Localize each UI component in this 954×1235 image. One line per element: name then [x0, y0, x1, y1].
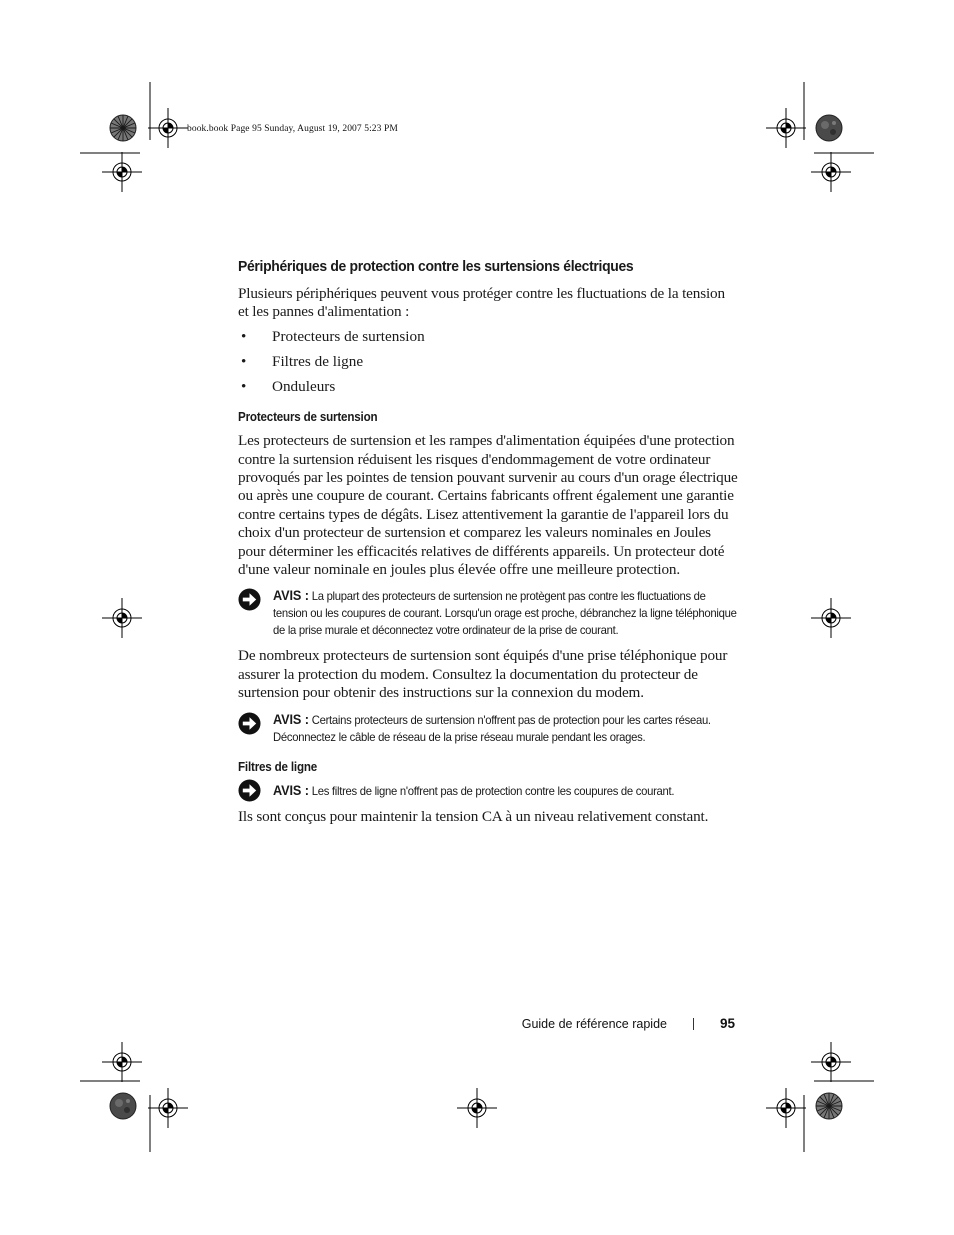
color-target-icon	[816, 1093, 842, 1119]
print-header: book.book Page 95 Sunday, August 19, 2007 5:23 PM	[187, 124, 398, 134]
list-item: • Filtres de ligne	[241, 352, 364, 370]
device-list	[238, 328, 738, 396]
notice-label: AVIS :	[273, 711, 309, 727]
registration-mark-icon	[148, 108, 188, 148]
surge-paragraph: Les protecteurs de surtension et les rampes d'alimentation équipées d'une protection contre la surtension réduisent les risques d'endommagement de votre ordinateur provoqués par les pointes de tension pouvant survenir au cours d'un orage électrique ou après une coupure de courant. Certains fabricants offrent également une garantie contre certains types de dégâts. Lisez attentivement la garantie de l'appareil lors du choix d'un protecteur de surtension et comparez les valeurs nominales en Joules pour déterminer les efficacités relatives de différents appareils. Un protecteur doté d'une valeur nominale en joules plus élevée offre une meilleure protection.	[238, 432, 738, 579]
notice	[238, 711, 738, 746]
registration-mark-icon	[102, 152, 142, 192]
surge-protectors-heading: Protecteurs de surtension	[238, 410, 378, 425]
bullet-icon: •	[241, 377, 247, 395]
registration-mark-icon	[102, 1042, 142, 1082]
notice-text: AVIS : Les filtres de ligne n'offrent pas de protection contre les coupures de courant.	[273, 782, 675, 798]
registration-mark-icon	[102, 598, 142, 638]
guide-title: Guide de référence rapide	[521, 1016, 667, 1031]
notice-arrow-icon	[238, 779, 261, 802]
page-footer	[522, 1016, 735, 1031]
color-target-icon	[110, 1093, 136, 1119]
registration-mark-icon	[766, 108, 806, 148]
notice-text: AVIS : Certains protecteurs de surtension n'offrent pas de protection pour les cartes réseau. Déconnectez le câble de réseau de la prise réseau murale pendant les orages.	[273, 711, 711, 744]
notice-arrow-icon	[238, 712, 261, 735]
notice	[238, 587, 738, 639]
notice-label: AVIS :	[273, 782, 309, 798]
modem-paragraph: De nombreux protecteurs de surtension sont équipés d'une prise téléphonique pour assurer la protection du modem. Consultez la documentation du protecteur de surtension pour obtenir des instructions sur la connexion du modem.	[238, 647, 728, 702]
notice-label: AVIS :	[273, 588, 309, 604]
registration-mark-icon	[811, 598, 851, 638]
notice	[238, 782, 738, 800]
notice-text: AVIS : La plupart des protecteurs de surtension ne protègent pas contre les fluctuations de tension ou les coupures de courant. Lorsqu'un orage est proche, débranchez la ligne téléphonique de la prise murale et déconnectez votre ordinateur de la prise de courant.	[273, 588, 737, 638]
page-content	[238, 258, 738, 826]
list-item: • Protecteurs de surtension	[241, 327, 425, 345]
registration-mark-icon	[811, 1042, 851, 1082]
line-filters-paragraph: Ils sont conçus pour maintenir la tension CA à un niveau relativement constant.	[238, 807, 709, 825]
bullet-icon: •	[241, 352, 247, 370]
color-target-icon	[110, 115, 136, 141]
registration-mark-icon	[148, 1088, 188, 1128]
section-title: Périphériques de protection contre les surtensions électriques	[238, 258, 634, 275]
registration-mark-icon	[811, 152, 851, 192]
list-item: • Onduleurs	[241, 377, 336, 395]
registration-mark-icon	[457, 1088, 497, 1128]
page-number: 95	[719, 1016, 735, 1031]
intro-paragraph: Plusieurs périphériques peuvent vous protéger contre les fluctuations de la tension et les pannes d'alimentation :	[238, 285, 725, 321]
notice-arrow-icon	[238, 588, 261, 611]
footer-divider	[693, 1018, 694, 1030]
line-filters-heading: Filtres de ligne	[238, 759, 318, 774]
bullet-icon: •	[241, 327, 247, 345]
color-target-icon	[816, 115, 842, 141]
registration-mark-icon	[766, 1088, 806, 1128]
